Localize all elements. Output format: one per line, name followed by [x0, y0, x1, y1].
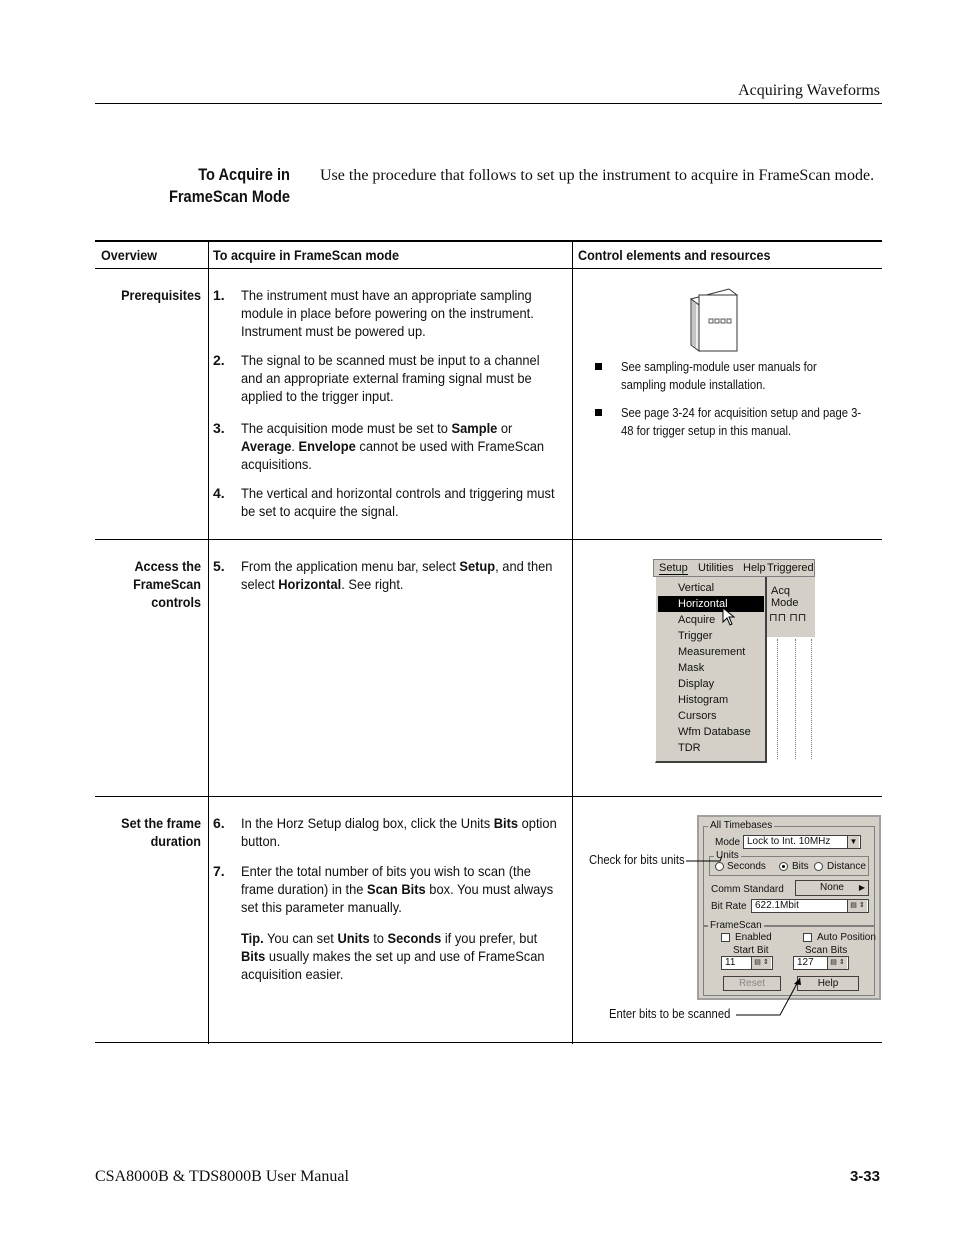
distance-label: Distance	[827, 861, 866, 872]
section-heading-line1: To Acquire in	[198, 165, 290, 184]
seconds-label: Seconds	[727, 861, 766, 872]
text-run: , and then select	[241, 558, 553, 592]
comm-standard-value: None	[820, 882, 844, 893]
help-button[interactable]: Help	[797, 976, 859, 991]
column-header-resources: Control elements and resources	[578, 247, 771, 263]
menu-item-display[interactable]: Display	[678, 678, 715, 690]
bold-run: Bits	[493, 815, 519, 831]
group-title: FrameScan	[710, 920, 762, 931]
text-run: option button.	[241, 815, 557, 849]
menu-item-wfm-database[interactable]: Wfm Database	[678, 726, 751, 738]
bit-rate-value: 622.1Mbit	[755, 900, 799, 911]
footer-title: CSA8000B & TDS8000B User Manual	[95, 1168, 349, 1185]
spinner-icon: ▤ ⇕	[751, 957, 771, 969]
reset-button[interactable]: Reset	[723, 976, 781, 991]
bits-label: Bits	[792, 861, 809, 872]
column-header-procedure: To acquire in FrameScan mode	[213, 247, 400, 263]
text-run: if you prefer, but	[441, 930, 538, 946]
menu-item-measurement[interactable]: Measurement	[678, 646, 746, 658]
bold-run: Bits	[241, 948, 266, 964]
bold-run: Seconds	[387, 930, 442, 946]
text-run: or	[497, 420, 513, 436]
comm-standard-label: Comm Standard	[711, 884, 784, 895]
wave-icon: ⊓⊓ ⊓⊓	[769, 612, 807, 624]
menu-item-vertical[interactable]: Vertical	[678, 582, 715, 594]
bold-run: Horizontal	[278, 576, 342, 592]
intro-paragraph: Use the procedure that follows to set up the instrument to acquire in FrameScan mode.	[320, 167, 875, 184]
bits-leader-line	[736, 978, 800, 1015]
page-number: 3-33	[849, 1168, 880, 1185]
step-number: 5.	[213, 558, 225, 574]
text-run: box. You must always set this parameter manually.	[241, 881, 554, 915]
units-leader-line	[686, 856, 722, 861]
menu-setup[interactable]: Setup	[659, 562, 688, 574]
group-title: Units	[716, 850, 739, 861]
text-run: In the Horz Setup dialog box, click the Units	[241, 815, 494, 831]
scan-bits-label: Scan Bits	[805, 945, 848, 956]
text-run: usually makes the set up and use of FrameScan acquisition easier.	[241, 948, 545, 982]
step-text: The signal to be scanned must be input to a channel and an appropriate external framing signal must be applied to the trigger input.	[241, 352, 540, 404]
menu-item-horizontal[interactable]: Horizontal	[658, 596, 764, 612]
bullet-text: See page 3-24 for acquisition setup and page 3-48 for trigger setup in this manual.	[621, 406, 862, 438]
bold-run: Scan Bits	[367, 881, 426, 897]
bit-rate-label: Bit Rate	[711, 901, 747, 912]
header-title: Acquiring Waveforms	[738, 82, 880, 99]
enabled-label: Enabled	[735, 932, 772, 943]
spinner-icon: ▤ ⇕	[827, 957, 847, 969]
spinner-icon: ▤ ⇕	[847, 900, 867, 912]
text-run: You can set	[263, 930, 338, 946]
bold-run: Units	[337, 930, 370, 946]
menu-item-cursors[interactable]: Cursors	[678, 710, 717, 722]
bold-run: Sample	[451, 420, 498, 436]
overview-line: Set the frame	[121, 815, 201, 831]
bold-run: Envelope	[298, 438, 356, 454]
step-number: 2.	[213, 352, 225, 368]
menu-item-acquire[interactable]: Acquire	[678, 614, 716, 626]
step-text: The vertical and horizontal controls and triggering must be set to acquire the signal.	[241, 485, 555, 519]
bullet-text: See sampling-module user manuals for sampling module installation.	[621, 360, 817, 392]
text-run: cannot be used with FrameScan acquisitions.	[241, 438, 545, 472]
section-heading-line2: FrameScan Mode	[168, 187, 290, 206]
step-number: 3.	[213, 420, 225, 436]
overview-prerequisites: Prerequisites	[121, 287, 201, 303]
overview-line: controls	[151, 594, 201, 610]
chevron-right-icon: ▶	[858, 883, 865, 892]
bold-run: Average	[241, 438, 292, 454]
step-number: 7.	[213, 863, 225, 879]
bold-run: Tip.	[241, 930, 264, 946]
menu-item-trigger[interactable]: Trigger	[678, 630, 713, 642]
menu-triggered[interactable]: Triggered	[767, 562, 814, 574]
acq-mode-label: Acq Mode	[771, 585, 799, 609]
menu-item-tdr[interactable]: TDR	[678, 742, 701, 754]
mode-label: Mode	[715, 837, 741, 848]
menu-item-histogram[interactable]: Histogram	[678, 694, 729, 706]
scan-bits-value: 127	[797, 957, 814, 968]
start-bit-label: Start Bit	[733, 945, 769, 956]
text-run: to	[369, 930, 388, 946]
mode-value: Lock to Int. 10MHz	[747, 836, 831, 847]
group-title: All Timebases	[710, 820, 773, 831]
step-number: 6.	[213, 815, 225, 831]
step-number: 4.	[213, 485, 225, 501]
chevron-down-icon: ▼	[847, 836, 859, 848]
arrow-icon	[794, 978, 801, 985]
bold-run: Setup	[459, 558, 496, 574]
text-run: From the application menu bar, select	[241, 558, 460, 574]
menu-item-mask[interactable]: Mask	[678, 662, 705, 674]
menu-utilities[interactable]: Utilities	[698, 562, 734, 574]
step-text: The instrument must have an appropriate sampling module in place before powering on the instrument. Instrument must be powered up.	[241, 287, 534, 339]
menu-help[interactable]: Help	[743, 562, 766, 574]
text-run: .	[291, 438, 299, 454]
overview-line: FrameScan	[133, 576, 201, 592]
text-run: . See right.	[341, 576, 404, 592]
start-bit-value: 11	[725, 957, 736, 968]
callout-units: Check for bits units	[589, 853, 685, 867]
text-run: Enter the total number of bits you wish to scan (the frame duration) in the	[241, 863, 531, 897]
callout-bits: Enter bits to be scanned	[609, 1007, 731, 1021]
text-run: The acquisition mode must be set to	[241, 420, 452, 436]
auto-position-label: Auto Position	[817, 932, 876, 943]
overview-line: Access the	[134, 558, 201, 574]
step-number: 1.	[213, 287, 225, 303]
overview-line: duration	[150, 833, 201, 849]
column-header-overview: Overview	[101, 247, 158, 263]
